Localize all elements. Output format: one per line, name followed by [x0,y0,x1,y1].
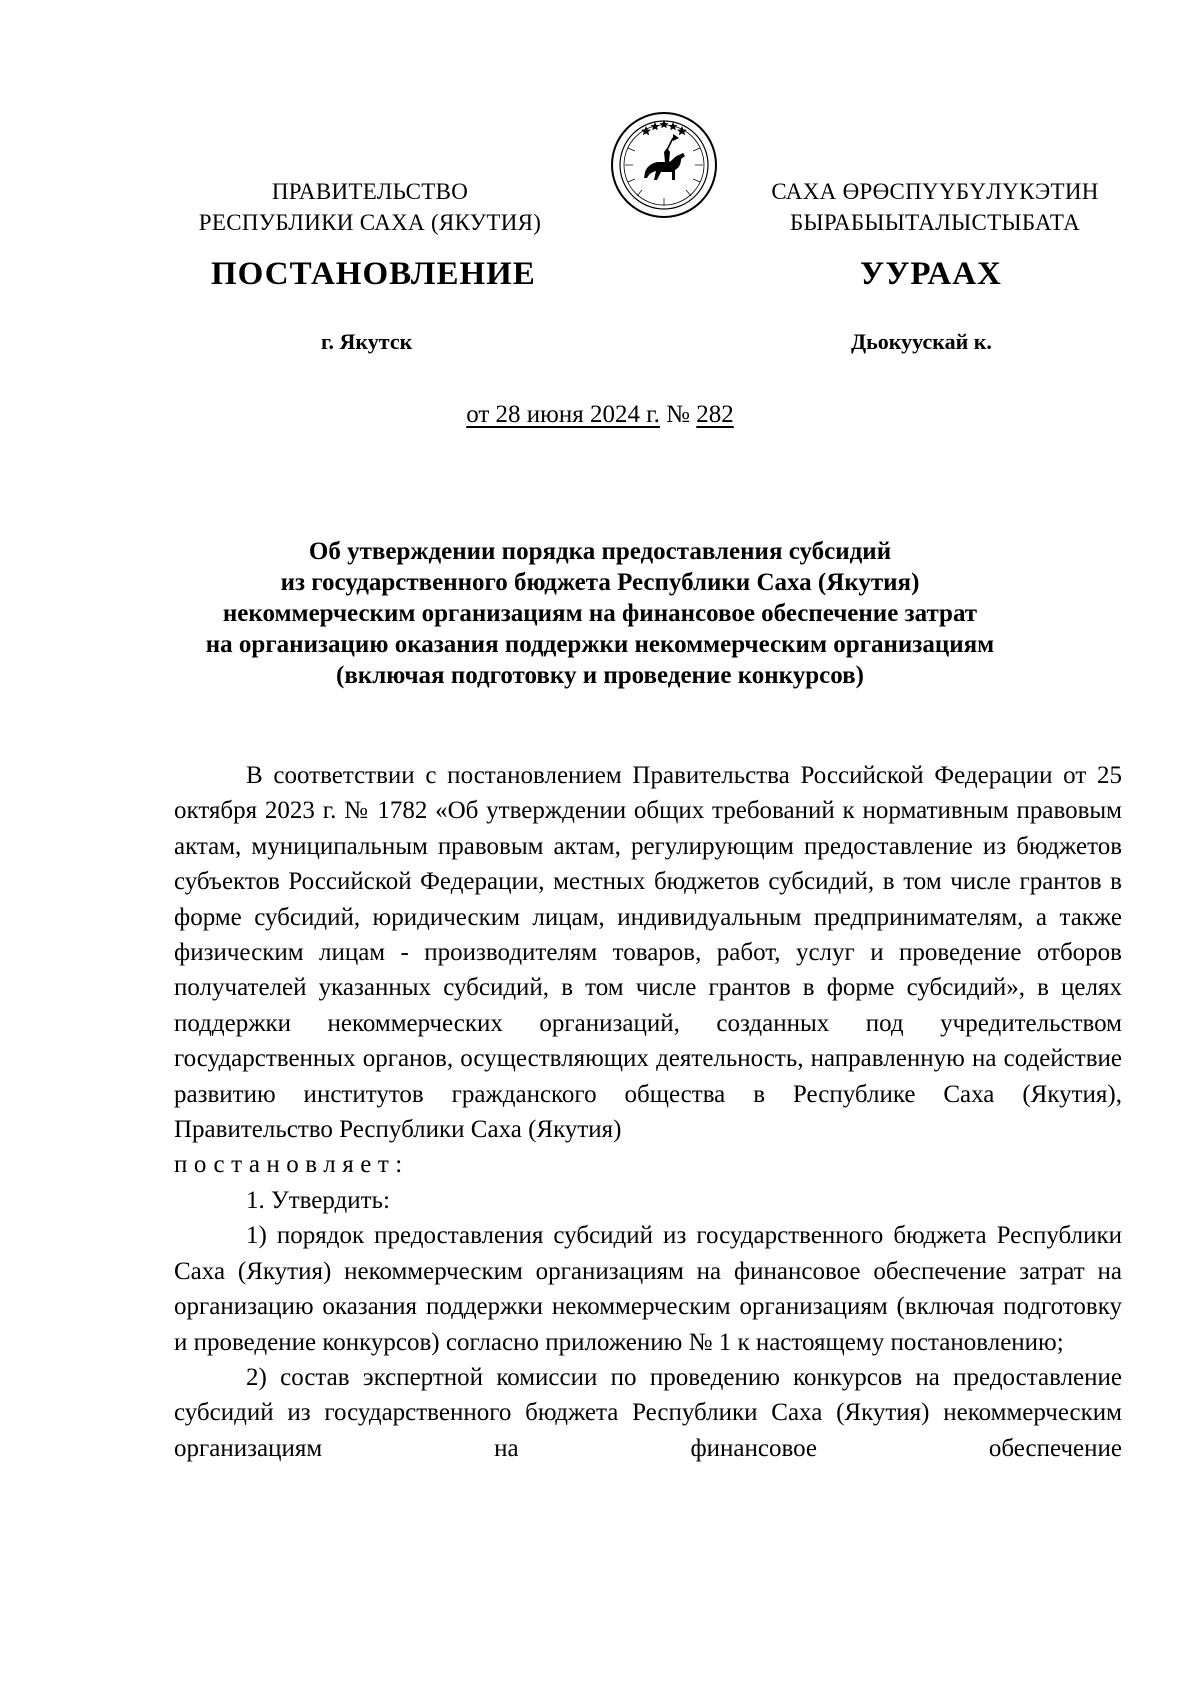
item-1-paragraph: 1. Утвердить: [246,1186,390,1214]
date-number-line [0,401,1200,429]
title-line: Об утверждении порядка предоставления субсидий [308,538,892,565]
item-1-2-paragraph: 2) состав экспертной комиссии по проведению конкурсов на предоставление субсидий из государственного бюджета Республики Саха (Якутия) некоммерческим организациям на финансовое обеспечение [174,1363,1122,1462]
doc-type-sakha: УУРААХ [860,256,1002,292]
issuer-russian [190,176,550,238]
number-sign: № [666,401,691,428]
document-date: от 28 июня 2024 г. [466,401,660,428]
decides-paragraph [174,1147,1122,1182]
coat-of-arms-icon [609,110,719,220]
document-number: 282 [696,401,734,428]
city-russian: г. Якутск [321,329,413,354]
doc-type-russian: ПОСТАНОВЛЕНИЕ [211,256,536,292]
title-line: из государственного бюджета Республики Саха (Якутия) [280,569,920,596]
title-line: на организацию оказания поддержки некоммерческим организациям [205,631,995,658]
document-title [150,536,1050,691]
issuer-russian-line-2: РЕСПУБЛИКИ САХА (ЯКУТИЯ) [198,210,542,235]
item-1-1-paragraph: 1) порядок предоставления субсидий из государственного бюджета Республики Саха (Якутия) некоммерческим организациям на финансовое обеспечение затрат на организацию оказания поддержки некоммерческим организациям (включая подготовку и проведение конкурсов) согласно приложению № 1 к настоящему постановлению; [174,1222,1122,1356]
decides-text: постановляет: [174,1151,409,1179]
issuer-sakha-line-2: БЫРАБЫЫТАЛЫСТЫБАТА [789,210,1081,235]
title-line: некоммерческим организациям на финансовое обеспечение затрат [222,600,978,627]
issuer-sakha [750,176,1120,238]
preamble-text: В соответствии с постановлением Правительства Российской Федерации от 25 октября 2023 г. № 1782 «Об утверждении общих требований к нормативным правовым актам, муниципальным правовым актам, регулирующим предоставление из бюджетов субъектов Российской Федерации, местных бюджетов субсидий, в том числе грантов в форме субсидий, юридическим лицам, индивидуальным предпринимателям, а также физическим лицам - производителям товаров, работ, услуг и проведение отборов получателей указанных субсидий, в том числе грантов в форме субсидий», в целях поддержки некоммерческих организаций, созданных под учредительством государственных органов, осуществляющих деятельность, направленную на содействие развитию институтов гражданского общества в Республике Саха (Якутия), Правительство Республики Саха (Якутия) [174,762,1122,1144]
title-line: (включая подготовку и проведение конкурсов) [336,662,864,689]
issuer-russian-line-1: ПРАВИТЕЛЬСТВО [271,179,469,204]
city-sakha: Дьокуускай к. [851,329,992,354]
issuer-sakha-line-1: САХА ӨРӨСПҮҮБҮЛҮКЭТИН [771,179,1099,204]
document-body [174,758,1122,1466]
preamble-paragraph [174,758,1122,1147]
